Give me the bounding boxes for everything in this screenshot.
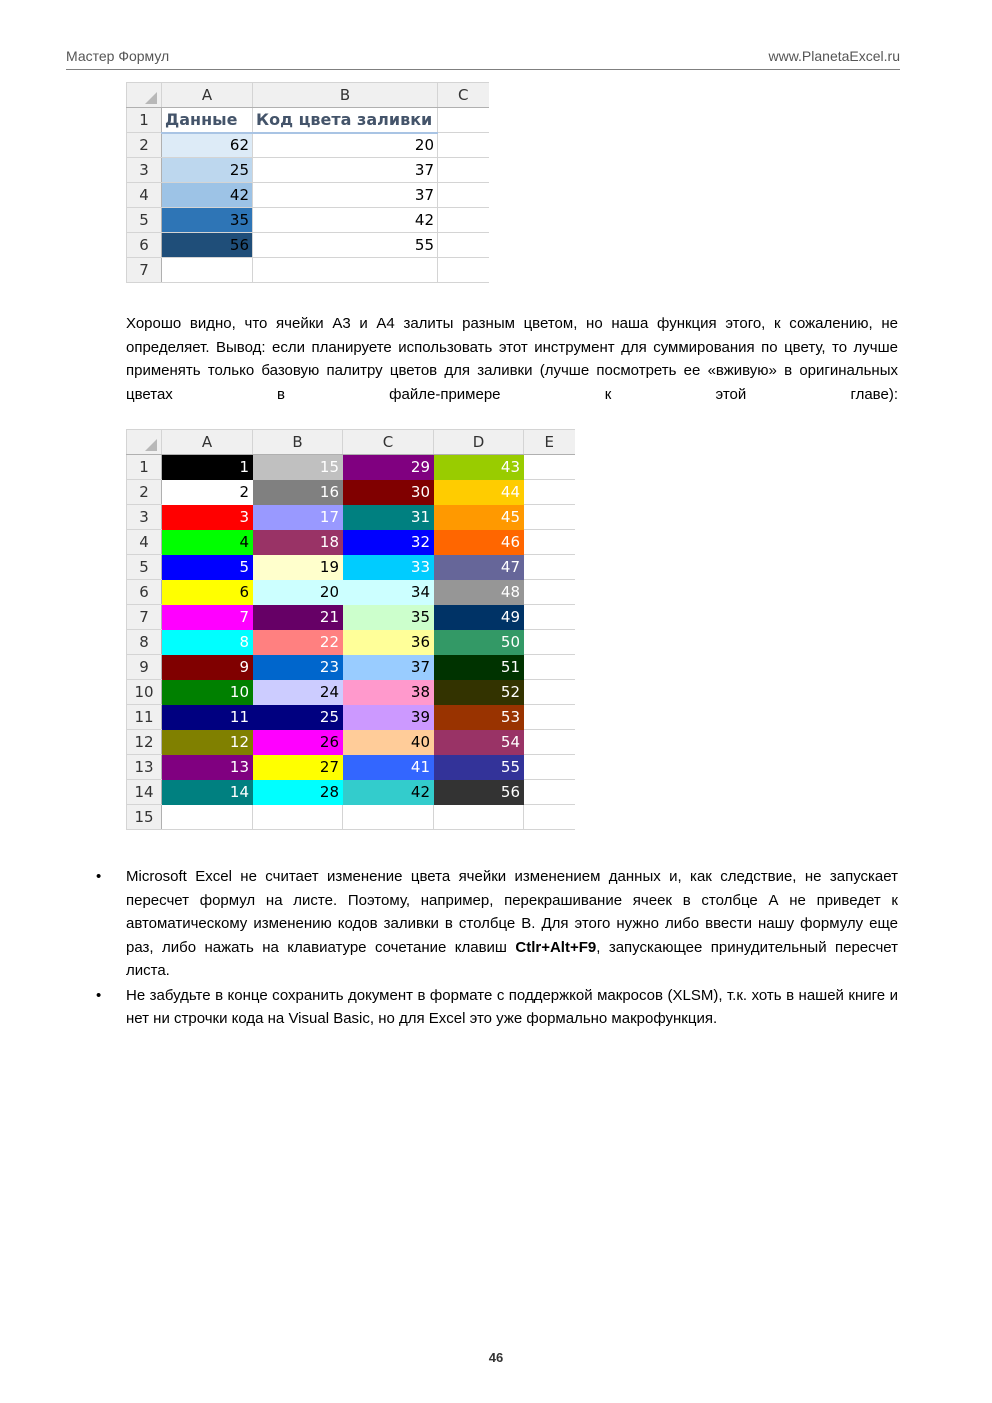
- cell-c1[interactable]: [438, 108, 489, 133]
- cell-a10[interactable]: 10: [162, 680, 253, 705]
- cell-b1[interactable]: Код цвета заливки: [253, 108, 438, 133]
- list-item: [96, 865, 898, 983]
- cell-d12[interactable]: 54: [434, 730, 524, 755]
- row-header[interactable]: 2: [127, 480, 162, 505]
- cell-e2[interactable]: [524, 480, 575, 505]
- row-header[interactable]: 7: [127, 258, 162, 283]
- column-header-d[interactable]: D: [434, 430, 524, 455]
- cell-e4[interactable]: [524, 530, 575, 555]
- table-row: [127, 730, 575, 755]
- cell-c11[interactable]: 39: [343, 705, 434, 730]
- cell-c7[interactable]: 35: [343, 605, 434, 630]
- cell-a12[interactable]: 12: [162, 730, 253, 755]
- table-row: [127, 108, 489, 133]
- cell-c13[interactable]: 41: [343, 755, 434, 780]
- cell-b2[interactable]: 20: [253, 133, 438, 158]
- row-header[interactable]: 10: [127, 680, 162, 705]
- row-header[interactable]: 6: [127, 233, 162, 258]
- cell-a11[interactable]: 11: [162, 705, 253, 730]
- cell-b5[interactable]: 19: [253, 555, 343, 580]
- row-header[interactable]: 6: [127, 580, 162, 605]
- cell-b6[interactable]: 55: [253, 233, 438, 258]
- cell-d6[interactable]: 48: [434, 580, 524, 605]
- cell-a2[interactable]: 62: [162, 133, 253, 158]
- cell-d10[interactable]: 52: [434, 680, 524, 705]
- cell-a1[interactable]: Данные: [162, 108, 253, 133]
- cell-d7[interactable]: 49: [434, 605, 524, 630]
- cell-a13[interactable]: 13: [162, 755, 253, 780]
- cell-d5[interactable]: 47: [434, 555, 524, 580]
- cell-b3[interactable]: 37: [253, 158, 438, 183]
- cell-c6[interactable]: 34: [343, 580, 434, 605]
- cell-c15[interactable]: [343, 805, 434, 830]
- bullet-list: [96, 865, 898, 1032]
- table-row: [127, 133, 489, 158]
- cell-a1[interactable]: 1: [162, 455, 253, 480]
- cell-b4[interactable]: 37: [253, 183, 438, 208]
- cell-b15[interactable]: [253, 805, 343, 830]
- row-header[interactable]: 4: [127, 530, 162, 555]
- table-row: [127, 530, 575, 555]
- cell-c4[interactable]: 32: [343, 530, 434, 555]
- cell-a2[interactable]: 2: [162, 480, 253, 505]
- select-all-corner[interactable]: [127, 430, 162, 455]
- column-header-c[interactable]: C: [343, 430, 434, 455]
- table-row: [127, 755, 575, 780]
- row-header[interactable]: 15: [127, 805, 162, 830]
- row-header[interactable]: 2: [127, 133, 162, 158]
- row-header[interactable]: 1: [127, 455, 162, 480]
- spreadsheet-table-1: [126, 82, 489, 283]
- table-row: [127, 555, 575, 580]
- column-header-a[interactable]: A: [162, 430, 253, 455]
- bullet-marker: •: [96, 868, 102, 885]
- row-header[interactable]: 1: [127, 108, 162, 133]
- table-row: [127, 605, 575, 630]
- cell-e7[interactable]: [524, 605, 575, 630]
- header-site: www.PlanetaExcel.ru: [768, 48, 900, 64]
- table-row: [127, 630, 575, 655]
- cell-c5[interactable]: [438, 208, 489, 233]
- cell-e13[interactable]: [524, 755, 575, 780]
- cell-c8[interactable]: 36: [343, 630, 434, 655]
- cell-d14[interactable]: 56: [434, 780, 524, 805]
- cell-d9[interactable]: 51: [434, 655, 524, 680]
- row-header[interactable]: 5: [127, 208, 162, 233]
- cell-a8[interactable]: 8: [162, 630, 253, 655]
- cell-e1[interactable]: [524, 455, 575, 480]
- cell-d2[interactable]: 44: [434, 480, 524, 505]
- page-number: 46: [488, 1350, 504, 1365]
- cell-b5[interactable]: 42: [253, 208, 438, 233]
- table-row: [127, 680, 575, 705]
- row-header[interactable]: 11: [127, 705, 162, 730]
- row-header[interactable]: 3: [127, 505, 162, 530]
- cell-c2[interactable]: [438, 133, 489, 158]
- cell-d11[interactable]: 53: [434, 705, 524, 730]
- cell-c10[interactable]: 38: [343, 680, 434, 705]
- cell-b7[interactable]: 21: [253, 605, 343, 630]
- row-header[interactable]: 9: [127, 655, 162, 680]
- cell-a7[interactable]: 7: [162, 605, 253, 630]
- table-row: [127, 505, 575, 530]
- column-header-a[interactable]: A: [162, 83, 253, 108]
- cell-e10[interactable]: [524, 680, 575, 705]
- cell-a5[interactable]: 5: [162, 555, 253, 580]
- cell-e11[interactable]: [524, 705, 575, 730]
- cell-c6[interactable]: [438, 233, 489, 258]
- cell-a3[interactable]: 25: [162, 158, 253, 183]
- row-header[interactable]: 14: [127, 780, 162, 805]
- cell-e9[interactable]: [524, 655, 575, 680]
- table-row: [127, 480, 575, 505]
- cell-b14[interactable]: 28: [253, 780, 343, 805]
- list-item-text: Не забудьте в конце сохранить документ в формате с поддержкой макросов (XLSM), т.к. хоть в нашей книге и нет ни строчки кода на Visual Basic, но для Excel это уже формально макрофункция.: [126, 986, 898, 1027]
- cell-b8[interactable]: 22: [253, 630, 343, 655]
- row-header[interactable]: 12: [127, 730, 162, 755]
- cell-b11[interactable]: 25: [253, 705, 343, 730]
- cell-c1[interactable]: 29: [343, 455, 434, 480]
- cell-a6[interactable]: 56: [162, 233, 253, 258]
- cell-b12[interactable]: 26: [253, 730, 343, 755]
- cell-d8[interactable]: 50: [434, 630, 524, 655]
- cell-b2[interactable]: 16: [253, 480, 343, 505]
- cell-c3[interactable]: 31: [343, 505, 434, 530]
- cell-e3[interactable]: [524, 505, 575, 530]
- table-row: [127, 780, 575, 805]
- cell-b4[interactable]: 18: [253, 530, 343, 555]
- cell-d13[interactable]: 55: [434, 755, 524, 780]
- cell-e8[interactable]: [524, 630, 575, 655]
- table-row: [127, 705, 575, 730]
- table-row: [127, 208, 489, 233]
- row-header[interactable]: 13: [127, 755, 162, 780]
- table-row: [127, 580, 575, 605]
- table-row: [127, 655, 575, 680]
- cell-c5[interactable]: 33: [343, 555, 434, 580]
- cell-b6[interactable]: 20: [253, 580, 343, 605]
- cell-b9[interactable]: 23: [253, 655, 343, 680]
- body-paragraph: Хорошо видно, что ячейки A3 и A4 залиты разным цветом, но наша функция этого, к сожалению, не определяет. Вывод: если планируете использовать этот инструмент для суммирования по цвету, то лучше применять только базовую палитру цветов для заливки (лучше посмотреть ее «вживую» в оригинальных цветах в файле-примере к этой главе):: [126, 315, 898, 403]
- column-header-e[interactable]: E: [524, 430, 575, 455]
- cell-a15[interactable]: [162, 805, 253, 830]
- cell-e12[interactable]: [524, 730, 575, 755]
- header-divider: [66, 69, 900, 70]
- table-row: [127, 258, 489, 283]
- cell-b3[interactable]: 17: [253, 505, 343, 530]
- column-header-c[interactable]: C: [438, 83, 489, 108]
- column-header-b[interactable]: B: [253, 83, 438, 108]
- table-row: [127, 183, 489, 208]
- row-header[interactable]: 8: [127, 630, 162, 655]
- cell-c14[interactable]: 42: [343, 780, 434, 805]
- cell-a4[interactable]: 42: [162, 183, 253, 208]
- cell-c4[interactable]: [438, 183, 489, 208]
- table-row: [127, 233, 489, 258]
- cell-a9[interactable]: 9: [162, 655, 253, 680]
- row-header[interactable]: 7: [127, 605, 162, 630]
- cell-e6[interactable]: [524, 580, 575, 605]
- cell-c7[interactable]: [438, 258, 489, 283]
- cell-c3[interactable]: [438, 158, 489, 183]
- cell-a4[interactable]: 4: [162, 530, 253, 555]
- header-title: Мастер Формул: [66, 48, 170, 64]
- cell-e14[interactable]: [524, 780, 575, 805]
- cell-d15[interactable]: [434, 805, 524, 830]
- cell-d4[interactable]: 46: [434, 530, 524, 555]
- cell-a6[interactable]: 6: [162, 580, 253, 605]
- row-header[interactable]: 3: [127, 158, 162, 183]
- list-item: [96, 984, 898, 1031]
- cell-e5[interactable]: [524, 555, 575, 580]
- table-row: [127, 158, 489, 183]
- cell-c9[interactable]: 37: [343, 655, 434, 680]
- cell-a14[interactable]: 14: [162, 780, 253, 805]
- bullet-marker: •: [96, 986, 102, 1004]
- cell-b10[interactable]: 24: [253, 680, 343, 705]
- cell-d1[interactable]: 43: [434, 455, 524, 480]
- column-header-b[interactable]: B: [253, 430, 343, 455]
- spreadsheet-table-2: [126, 429, 575, 830]
- hotkey-text: Ctlr+Alt+F9: [515, 938, 597, 956]
- cell-c2[interactable]: 30: [343, 480, 434, 505]
- cell-b7[interactable]: [253, 258, 438, 283]
- row-header[interactable]: 4: [127, 183, 162, 208]
- cell-e15[interactable]: [524, 805, 575, 830]
- cell-b1[interactable]: 15: [253, 455, 343, 480]
- cell-c12[interactable]: 40: [343, 730, 434, 755]
- cell-a5[interactable]: 35: [162, 208, 253, 233]
- table-row: [127, 805, 575, 830]
- row-header[interactable]: 5: [127, 555, 162, 580]
- select-all-corner[interactable]: [127, 83, 162, 108]
- list-item-text: , запускающее принудительный пересчет листа.: [126, 938, 898, 979]
- table-row: [127, 455, 575, 480]
- list-item-text: Microsoft Excel не считает изменение цвета ячейки изменением данных и, как следствие, не запускает пересчет формул на листе. Поэтому, например, перекрашивание ячеек в столбце А не приведет к автоматическому изменению кодов заливки в столбце В. Для этого нужно либо ввести нашу формулу еще раз, либо нажать на клавиатуре сочетание клавиш: [126, 868, 898, 956]
- cell-a7[interactable]: [162, 258, 253, 283]
- cell-b13[interactable]: 27: [253, 755, 343, 780]
- cell-a3[interactable]: 3: [162, 505, 253, 530]
- cell-d3[interactable]: 45: [434, 505, 524, 530]
